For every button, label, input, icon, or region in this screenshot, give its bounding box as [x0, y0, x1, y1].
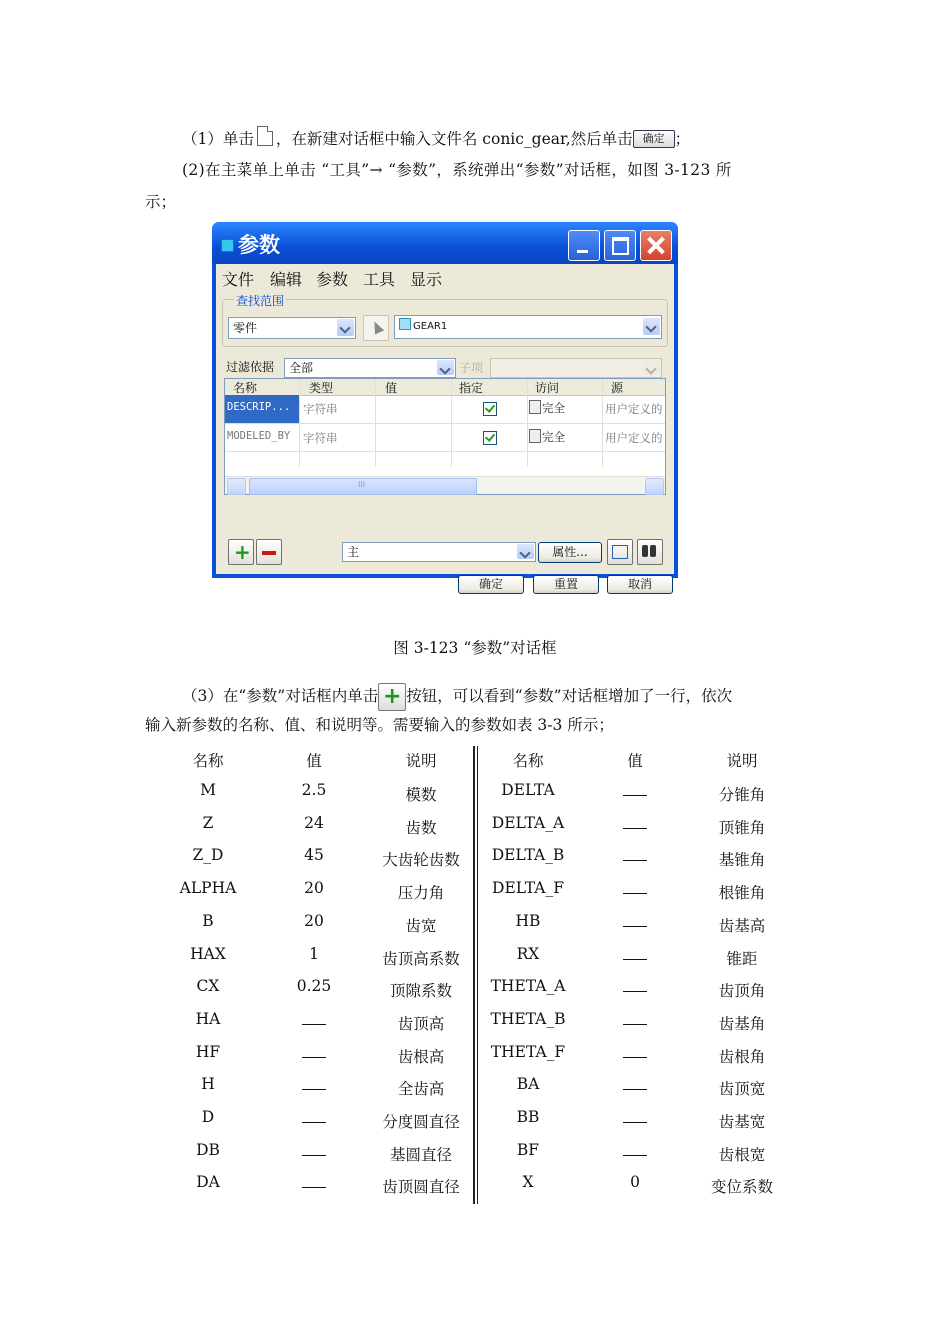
row-1-access[interactable] [529, 400, 565, 416]
param-name: CX [196, 977, 220, 995]
object-select[interactable] [394, 315, 662, 339]
param-description: 顶隙系数 [389, 982, 452, 1000]
param-description: 齿数 [405, 819, 437, 837]
properties-button[interactable]: 属性... [538, 542, 602, 563]
header-value-right: 值 [627, 752, 643, 770]
subitem-select[interactable] [490, 358, 662, 378]
param-description: 齿顶角 [718, 982, 766, 1000]
param-value: 20 [304, 912, 324, 930]
step-3-text-b: 按钮，可以看到“参数”对话框增加了一行，依次 [406, 687, 733, 705]
param-value [585, 912, 685, 931]
param-value: 24 [304, 814, 324, 832]
param-name: H [201, 1075, 215, 1093]
param-description: 齿顶高 [397, 1015, 445, 1033]
param-value [585, 1141, 685, 1160]
menu-parameters[interactable]: 参数 [316, 270, 349, 289]
param-name: M [200, 781, 216, 799]
param-name: HA [195, 1010, 221, 1028]
chevron-down-icon[interactable] [437, 360, 454, 375]
row-1-source[interactable]: 用户定义的 [605, 402, 663, 416]
param-name: BF [516, 1141, 540, 1159]
main-select[interactable] [342, 542, 536, 562]
parameters-dialog [212, 222, 678, 591]
row-1-access-text: 完全 [542, 401, 565, 415]
blank-value-line [623, 945, 647, 960]
param-description: 基锥角 [718, 851, 766, 869]
object-select-value: GEAR1 [413, 321, 448, 332]
window-icon [221, 239, 234, 252]
param-name: RX [516, 945, 540, 963]
row-1-type[interactable]: 字符串 [303, 402, 338, 416]
param-name: THETA_A [490, 977, 566, 995]
plus-icon: + [234, 540, 251, 564]
step-1-text-b: ，在新建对话框中输入文件名 conic_gear,然后单击 [275, 130, 633, 148]
scroll-thumb[interactable] [249, 478, 477, 495]
dialog-body [216, 264, 674, 591]
param-value: 2.5 [301, 781, 327, 799]
step-1-text-c: ； [674, 130, 691, 148]
scroll-left-icon[interactable] [227, 478, 246, 495]
param-name: HB [515, 912, 541, 930]
blank-value-line [623, 814, 647, 829]
reset-button[interactable]: 重置 [533, 575, 599, 594]
param-description: 齿根宽 [718, 1146, 766, 1164]
blank-value-line [302, 1010, 326, 1025]
param-name: HAX [190, 945, 226, 963]
filter-select-value: 全部 [289, 361, 314, 375]
row-1-name[interactable]: DESCRIP... [227, 401, 291, 413]
lock-icon [529, 400, 541, 414]
scope-group-label: 查找范围 [236, 294, 285, 308]
remove-parameter-button[interactable] [256, 539, 282, 565]
param-description: 模数 [405, 786, 437, 804]
horizontal-scrollbar[interactable] [225, 476, 665, 494]
row-1-designate-checkbox[interactable] [483, 402, 497, 416]
param-description: 压力角 [397, 884, 445, 902]
add-parameter-button[interactable] [228, 539, 254, 565]
param-name: HF [195, 1043, 221, 1061]
param-name: BA [516, 1075, 540, 1093]
step-1 [182, 126, 690, 149]
blank-value-line [623, 781, 647, 796]
add-icon: + [378, 683, 406, 711]
param-value: 20 [304, 879, 324, 897]
row-2-access-text: 完全 [542, 430, 565, 444]
blank-value-line [302, 1108, 326, 1123]
minus-icon [262, 551, 276, 555]
param-description: 齿基角 [718, 1015, 766, 1033]
table-divider-inner [477, 746, 478, 1204]
cancel-button[interactable]: 取消 [607, 575, 673, 594]
step-3-line-1 [182, 683, 732, 711]
filter-label: 过滤依据 [226, 360, 275, 374]
param-value [585, 977, 685, 996]
subitem-label: 子项 [459, 361, 484, 375]
chevron-down-icon[interactable] [517, 544, 534, 559]
menu-file[interactable]: 文件 [222, 270, 255, 289]
menu-bar [216, 264, 674, 290]
param-value: 1 [309, 945, 319, 963]
col-name[interactable]: 名称 [233, 381, 258, 395]
param-name: THETA_F [490, 1043, 566, 1061]
param-description: 顶锥角 [718, 819, 766, 837]
blank-value-line [623, 846, 647, 861]
parameters-grid [224, 378, 666, 495]
param-name: D [201, 1108, 215, 1126]
param-description: 齿顶宽 [718, 1080, 766, 1098]
step-2-line-1: (2)在主菜单上单击 “工具”→ “参数”，系统弹出“参数”对话框，如图 3-123 所 [182, 161, 732, 179]
blank-value-line [623, 879, 647, 894]
inline-ok-button-image: 确定 [633, 130, 675, 148]
menu-tools[interactable]: 工具 [363, 270, 396, 289]
param-description: 齿基高 [718, 917, 766, 935]
scope-select[interactable] [228, 317, 356, 339]
param-value [264, 1075, 364, 1094]
step-3-line-2: 输入新参数的名称、值、和说明等。需要输入的参数如表 3-3 所示； [145, 716, 614, 734]
blank-value-line [302, 1043, 326, 1058]
param-value: 0.25 [296, 977, 332, 995]
param-description: 齿顶圆直径 [382, 1178, 460, 1196]
param-description: 锥距 [726, 950, 758, 968]
header-desc-left: 说明 [405, 752, 437, 770]
param-description: 齿根角 [718, 1048, 766, 1066]
row-2-type[interactable]: 字符串 [303, 431, 338, 445]
param-name: DB [196, 1141, 220, 1159]
step-1-text-a: （1）单击 [182, 130, 254, 148]
table-icon [612, 545, 628, 559]
param-description: 齿顶高系数 [382, 950, 460, 968]
param-name: Z [202, 814, 214, 832]
row-2-access[interactable] [529, 429, 565, 445]
param-value [585, 846, 685, 865]
menu-display[interactable]: 显示 [410, 270, 443, 289]
lock-icon [529, 429, 541, 443]
param-description: 齿基宽 [718, 1113, 766, 1131]
blank-value-line [623, 1043, 647, 1058]
param-value: 0 [630, 1173, 640, 1191]
blank-value-line [623, 1108, 647, 1123]
blank-value-line [623, 912, 647, 927]
find-button[interactable] [637, 539, 663, 565]
close-button[interactable] [640, 230, 672, 261]
table-divider [473, 746, 475, 1204]
param-value [585, 1043, 685, 1062]
param-value [585, 879, 685, 898]
param-description: 基圆直径 [389, 1146, 452, 1164]
col-source[interactable]: 源 [611, 381, 624, 395]
blank-value-line [623, 1010, 647, 1025]
blank-value-line [623, 977, 647, 992]
param-description: 齿宽 [405, 917, 437, 935]
param-value [264, 1173, 364, 1192]
param-description: 分锥角 [718, 786, 766, 804]
menu-edit[interactable]: 编辑 [270, 270, 303, 289]
header-desc-right: 说明 [726, 752, 758, 770]
scroll-thumb-grip: III [358, 480, 366, 489]
chevron-down-icon [643, 360, 660, 375]
object-select-text [399, 316, 447, 338]
param-name: X [522, 1173, 534, 1191]
new-file-icon [257, 126, 273, 146]
param-value [264, 1141, 364, 1160]
chevron-down-icon[interactable] [643, 318, 660, 335]
header-value-left: 值 [306, 752, 322, 770]
step-2-line-2: 示； [145, 193, 177, 211]
param-name: DELTA_A [491, 814, 565, 832]
header-name-right: 名称 [512, 752, 544, 770]
main-select-value: 主 [347, 545, 360, 559]
param-name: DELTA_F [492, 879, 564, 897]
scope-select-value: 零件 [233, 321, 258, 335]
table-columns-button[interactable] [607, 539, 633, 565]
binoculars-icon [642, 545, 648, 557]
param-value [585, 781, 685, 800]
figure-caption: 图 3-123 “参数”对话框 [393, 639, 557, 657]
chevron-down-icon[interactable] [337, 319, 354, 336]
param-value [264, 1108, 364, 1127]
param-value [264, 1043, 364, 1062]
param-name: DELTA [501, 781, 555, 799]
col-designate[interactable]: 指定 [459, 381, 484, 395]
blank-value-line [302, 1075, 326, 1090]
param-name: Z_D [192, 846, 224, 864]
step-3-text-a: （3）在“参数”对话框内单击 [182, 687, 379, 705]
param-description: 大齿轮齿数 [382, 851, 460, 869]
param-value [585, 1075, 685, 1094]
minimize-button[interactable] [568, 230, 600, 261]
dialog-title: 参数 [238, 233, 280, 257]
param-value [585, 1010, 685, 1029]
col-value[interactable]: 值 [385, 381, 398, 395]
param-name: DA [196, 1173, 220, 1191]
param-description: 全齿高 [397, 1080, 445, 1098]
param-description: 根锥角 [718, 884, 766, 902]
param-value: 45 [304, 846, 324, 864]
blank-value-line [623, 1141, 647, 1156]
param-name: THETA_B [490, 1010, 566, 1028]
param-value [264, 1010, 364, 1029]
scroll-right-icon[interactable] [645, 478, 664, 495]
pointer-select-icon[interactable] [363, 315, 389, 341]
filter-select[interactable] [284, 358, 456, 378]
param-name: B [202, 912, 214, 930]
blank-value-line [623, 1075, 647, 1090]
param-value [585, 1108, 685, 1127]
blank-value-line [302, 1141, 326, 1156]
param-value [585, 945, 685, 964]
title-bar[interactable] [212, 222, 678, 264]
header-name-left: 名称 [192, 752, 224, 770]
row-2-name[interactable]: MODELED_BY [227, 430, 291, 442]
param-name: BB [516, 1108, 540, 1126]
maximize-button[interactable] [604, 230, 636, 261]
row-2-source[interactable]: 用户定义的 [605, 431, 663, 445]
ok-button[interactable]: 确定 [458, 575, 524, 594]
grid-header [225, 379, 665, 396]
param-description: 分度圆直径 [382, 1113, 460, 1131]
param-name: DELTA_B [491, 846, 565, 864]
param-description: 齿根高 [397, 1048, 445, 1066]
param-name: ALPHA [179, 879, 237, 897]
col-type[interactable]: 类型 [309, 381, 334, 395]
row-2-designate-checkbox[interactable] [483, 431, 497, 445]
blank-value-line [302, 1173, 326, 1188]
param-description: 变位系数 [710, 1178, 773, 1196]
part-icon [399, 318, 411, 330]
param-value [585, 814, 685, 833]
col-access[interactable]: 访问 [535, 381, 560, 395]
